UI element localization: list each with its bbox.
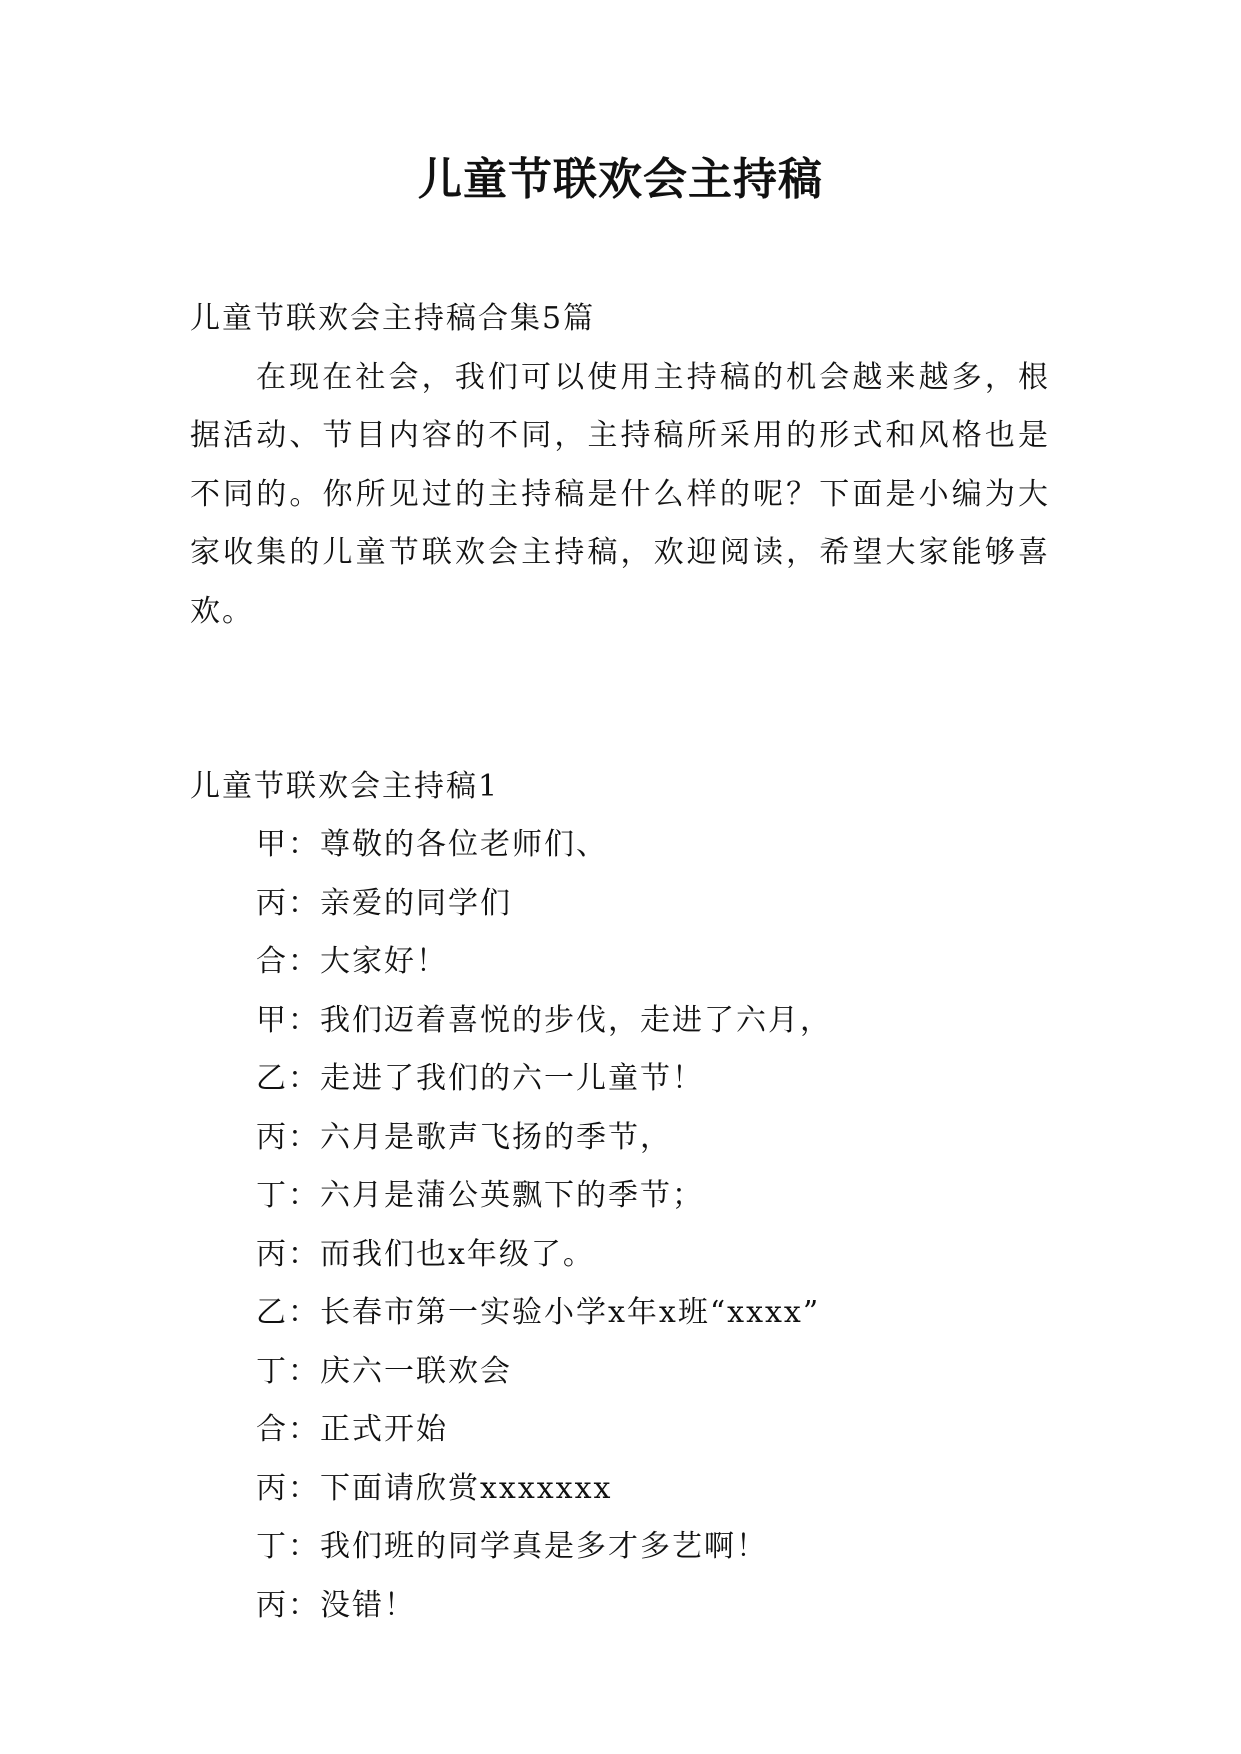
intro-paragraph: 在现在社会，我们可以使用主持稿的机会越来越多，根据活动、节目内容的不同，主持稿所采用的形式和风格也是不同的。你所见过的主持稿是什么样的呢？下面是小编为大家收集的儿童节联欢会主持稿，欢迎阅读，希望大家能够喜欢。 xyxy=(190,359,1050,629)
dialog-line: 合：正式开始 xyxy=(256,1412,448,1447)
dialog-list xyxy=(190,816,1050,1635)
dialog-line: 丙：而我们也x年级了。 xyxy=(256,1236,595,1272)
dialog-line: 丙：没错！ xyxy=(256,1587,416,1623)
document-body xyxy=(190,290,1050,1635)
dialog-line: 丁：六月是蒲公英飘下的季节； xyxy=(256,1178,704,1213)
dialog-line: 丙：下面请欣赏xxxxxxx xyxy=(256,1470,613,1506)
section-heading: 儿童节联欢会主持稿1 xyxy=(190,768,500,804)
dialog-line: 甲：尊敬的各位老师们、 xyxy=(256,827,608,862)
dialog-line: 丙：六月是歌声飞扬的季节， xyxy=(256,1119,672,1155)
dialog-line: 丁：庆六一联欢会 xyxy=(256,1353,512,1389)
dialog-line: 合：大家好！ xyxy=(256,944,448,979)
dialog-line: 乙：走进了我们的六一儿童节！ xyxy=(256,1061,704,1096)
paragraph-spacer xyxy=(190,641,1050,758)
dialog-line: 甲：我们迈着喜悦的步伐，走进了六月， xyxy=(256,1002,832,1038)
dialog-line: 丙：亲爱的同学们 xyxy=(256,885,512,921)
dialog-line: 乙：长春市第一实验小学x年x班“xxxx” xyxy=(256,1295,821,1330)
collection-heading: 儿童节联欢会主持稿合集5篇 xyxy=(190,301,596,336)
document-title: 儿童节联欢会主持稿 xyxy=(418,154,823,205)
dialog-line: 丁：我们班的同学真是多才多艺啊！ xyxy=(256,1529,768,1564)
